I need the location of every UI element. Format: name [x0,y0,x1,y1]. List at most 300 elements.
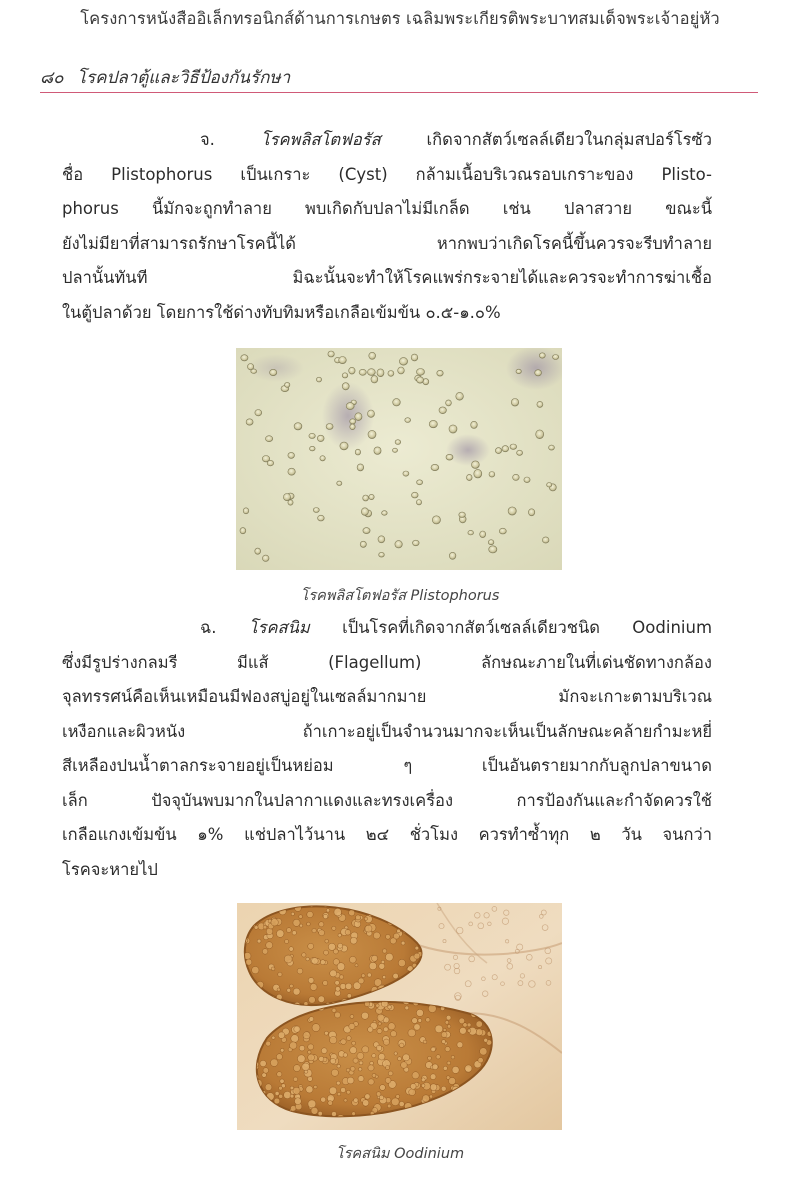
granule [292,931,296,935]
spore-cell [339,357,347,364]
granule [302,1063,310,1071]
granule [328,943,335,950]
spore-cell [553,355,559,360]
granule [382,975,385,978]
granule [365,1094,370,1099]
granule [310,984,317,991]
granule [319,1056,324,1061]
granule [312,958,319,965]
granule [312,928,316,932]
spore-cell [449,552,456,559]
granule [265,1084,272,1091]
section-oodinium [62,611,712,887]
running-head [40,64,290,91]
section-plistophorus [62,123,712,330]
granule [266,942,273,949]
granule [307,911,313,917]
granule [383,1039,389,1045]
granule [412,1018,418,1024]
granule [347,994,351,998]
granule [293,988,300,995]
spore-cell [431,464,439,470]
spore-cell [395,541,402,548]
granule [302,953,306,957]
spore-cell [488,540,494,545]
caption-scientific: Plistophorus [410,588,500,604]
spore-cell [432,516,440,524]
spore-cell [472,461,480,469]
spore-cell [399,358,407,366]
granule [410,1084,416,1090]
spore-cell [288,468,295,475]
granule [403,1054,410,1061]
granule [446,1015,451,1020]
granule [397,929,401,933]
granule [280,1079,284,1083]
granule [391,1098,399,1106]
granule [478,1058,483,1063]
granule [350,1015,354,1019]
granule [409,1089,416,1096]
granule [291,1035,299,1043]
granule [308,1054,315,1061]
granule [353,1058,358,1063]
spore-cell [337,481,342,485]
spore-cell [513,474,520,480]
granule [293,1077,297,1081]
granule [357,1052,364,1059]
granule [457,1042,463,1048]
spore-cell [468,530,474,535]
granule [377,1014,384,1021]
chapter-title: โรคปลาตู้และวิธีป้องกันรักษา [76,68,291,88]
granule [276,1054,282,1060]
granule [307,922,311,926]
spore-cell [270,369,277,375]
granule [385,953,393,961]
granule [445,1047,450,1052]
spore-cell [310,446,316,451]
granule [436,1055,440,1059]
granule [277,1072,282,1077]
granule [324,1031,328,1035]
spore-cell [368,430,376,438]
spore-cell [502,446,509,452]
spore-cell [535,370,542,376]
granule [294,1026,300,1032]
spore-cell [359,369,366,375]
disease-name: โรคพลิสโตฟอรัส [260,130,381,149]
granule [369,962,377,970]
granule [362,1046,369,1053]
spore-cell [243,508,249,514]
spore-cell [288,452,295,458]
granule [378,1053,385,1060]
granule [279,1086,283,1090]
spore-cell [539,353,545,358]
granule [358,978,364,984]
spore-cell [393,399,401,406]
spore-cell [317,435,324,441]
granule [262,1073,267,1078]
spore-cell [346,403,354,410]
spore-cell [357,464,364,471]
spore-cell [368,410,375,417]
granule [451,1055,455,1059]
granule [354,1098,359,1103]
granule [368,1079,374,1085]
granule [335,1012,341,1018]
granule [290,1094,294,1098]
granule [339,975,343,979]
granule [399,1101,404,1106]
spore-cell [379,552,385,557]
granule [446,1076,450,1080]
spore-cell [511,399,518,407]
section-marker: จ. [200,130,215,149]
spore-cell [489,472,495,478]
granule [341,1087,346,1092]
spore-cell [403,471,409,476]
granule [319,922,324,927]
spore-cell [360,541,366,547]
granule [329,1087,337,1095]
granule [382,949,386,953]
spore-cell [248,364,254,370]
granule [338,943,343,948]
granule [379,963,385,969]
granule [321,1048,327,1054]
spore-cell [371,376,378,383]
spore-cell [508,507,516,515]
spore-cell [350,419,356,424]
spore-cell [456,392,464,400]
granule [378,1022,381,1025]
granule [332,926,336,930]
spore-cell [266,436,273,442]
granule [341,1039,347,1045]
granule [299,915,303,919]
granule [284,1091,291,1098]
granule [260,1060,266,1066]
granule [445,1021,449,1025]
granule [356,915,361,920]
spore-cell [267,460,273,466]
spore-cell [528,509,534,516]
granule [376,1045,382,1051]
granule [414,953,420,959]
granule [441,1032,447,1038]
granule [412,1072,419,1079]
granule [308,943,314,949]
spore-cell [405,418,411,423]
granule [367,973,371,977]
paragraph-line: ยังไม่มียาที่สามารถรักษาโรคนี้ได้ หากพบว่าเกิดโรคนี้ขึ้นควรจะรีบทำลาย [62,233,712,253]
granule [346,1036,351,1041]
granule [285,939,289,943]
granule [372,955,378,961]
granule [280,1048,284,1052]
granule [385,1066,389,1070]
granule [480,1048,487,1055]
paragraph-line [62,611,712,646]
spore-cell [342,373,348,378]
granule [347,1077,354,1084]
granule [421,1078,425,1082]
granule [330,970,337,977]
granule [377,1029,382,1034]
granule [278,972,282,976]
granule [318,1111,322,1115]
granule [394,1052,397,1055]
spore-cell [446,454,453,460]
granule [293,919,300,926]
granule [272,1036,275,1039]
granule [266,1041,271,1046]
granule [271,967,275,971]
granule [314,1085,318,1089]
granule [308,1100,316,1108]
granule [287,988,291,992]
granule [388,1023,395,1030]
spore-cell [449,425,457,433]
granule [350,1066,355,1071]
granule [393,973,399,979]
paragraph-line: ซึ่งมีรูปร่างกลมรี มีแส้ (Flagellum) ลักษณะภายในที่เด่นชัดทางกล้อง [62,652,712,672]
granule [278,1032,285,1039]
granule [365,925,372,932]
spore-cell [309,433,315,438]
granule [418,1019,422,1023]
granule [476,1029,483,1036]
granule [344,1099,347,1102]
spore-cell [480,531,486,538]
granule [297,968,303,974]
spore-cell [439,407,446,414]
granule [284,955,292,963]
granule [390,1031,396,1037]
granule [385,1078,391,1084]
granule [346,1090,350,1094]
paragraph-line: โรคจะหายไป [62,859,158,879]
granule [361,1012,368,1019]
granule [421,1084,425,1088]
granule [443,1028,446,1031]
granule [271,919,278,926]
figure-caption-oodinium [0,1142,800,1165]
granule [252,966,259,973]
spore-cell [542,537,549,543]
granule [337,1064,341,1068]
granule [275,1091,279,1095]
paragraph-line: phorus นี้มักจะถูกทำลาย พบเกิดกับปลาไม่มีเกล็ด เช่น ปลาสวาย ขณะนี้ [62,199,712,218]
spore-cell [240,528,246,534]
granule [286,928,291,933]
spore-cell [285,382,290,387]
paragraph-line: เล็ก ปัจจุบันพบมากในปลากาแดงและทรงเครื่อง การป้องกันและกำจัดควรใช้ [62,790,712,810]
granule [321,1097,326,1102]
paragraph-line: ชื่อ Plistophorus เป็นเกราะ (Cyst) กล้ามเนื้อบริเวณรอบเกราะของ Plisto- [62,164,712,184]
spore-cell [255,410,262,416]
granule [246,959,252,965]
granule [441,1086,446,1091]
granule [330,1058,336,1064]
spore-cell [368,369,376,376]
spore-cell [516,369,521,373]
spore-cell [536,430,544,439]
granule [364,917,367,920]
granule [350,937,357,944]
granule [277,988,280,991]
granule [422,1095,429,1102]
paragraph-line [62,123,712,158]
spore-cell [474,469,482,478]
granule [299,1045,305,1051]
granule [335,987,340,992]
granule [308,1050,312,1054]
granule [447,1061,451,1065]
spore-cell [510,444,517,449]
granule [401,1062,408,1069]
spore-cell [392,448,397,452]
granule [426,1018,430,1022]
granule [430,1074,436,1080]
granule [270,1059,278,1067]
spore-cell [283,494,290,501]
granule [345,983,351,989]
granule [308,1044,314,1050]
granule [428,1056,432,1060]
line-text: เป็นโรคที่เกิดจากสัตว์เซลล์เดียวชนิด Oodinium [342,618,712,637]
spore-cell [342,383,349,390]
granule [320,960,325,965]
figure-caption-plistophorus [0,584,800,607]
caption-thai: โรคพลิสโตฟอรัส [300,588,406,604]
spore-cell [547,483,552,488]
spore-cell [411,354,418,361]
granule [330,1036,337,1043]
spore-cell [246,419,253,425]
plistophorus-micrograph [236,348,562,570]
caption-scientific: Oodinium [394,1146,465,1162]
spore-cell [412,492,419,498]
spore-cell [363,495,369,501]
granule [376,1004,380,1008]
granule [423,1040,427,1044]
spore-cell [489,546,497,553]
spore-cell [369,494,374,499]
paragraph-line: ในตู้ปลาด้วย โดยการใช้ด่างทับทิมหรือเกลือเข้มข้น ๐.๕-๑.๐% [62,302,501,322]
spore-cell [413,540,420,546]
granule [337,963,345,971]
granule [332,1008,336,1012]
granule [383,1027,388,1032]
granule [332,1112,337,1117]
granule [343,1053,347,1057]
spore-cell [417,480,423,485]
granule [345,930,351,936]
granule [368,1065,374,1071]
spore-cell [361,508,368,516]
header-rule [40,92,758,93]
granule [263,1068,269,1074]
spore-cell [524,477,530,483]
granule [306,957,310,961]
spore-cell [467,474,473,480]
spore-cell [349,367,355,374]
paragraph-line: เหงือกและผิวหนัง ถ้าเกาะอยู่เป็นจำนวนมากจะเห็นเป็นลักษณะคล้ายกำมะหยี่ [62,721,712,741]
spore-cell [416,500,421,505]
granule [325,939,329,943]
granule [435,1025,443,1033]
granule [257,939,261,943]
granule [414,1024,420,1030]
granule [476,1021,482,1027]
caption-thai: โรคสนิม [335,1146,390,1162]
granule [459,1018,465,1024]
granule [352,1041,356,1045]
granule [319,930,325,936]
granule [467,1029,471,1033]
granule [465,1065,472,1072]
granule [415,946,419,950]
spore-cell [377,369,384,377]
spore-cell [255,548,261,554]
granule [355,964,358,967]
spore-cell [517,450,523,455]
granule [295,1098,302,1105]
granule [338,934,342,938]
granule [390,938,396,944]
granule [337,1092,341,1096]
granule [416,1009,423,1016]
granule [408,1029,416,1037]
spore-cell [549,445,555,450]
granule [326,909,330,913]
granule [359,1061,363,1065]
granule [431,1047,436,1052]
granule [460,1027,467,1034]
spore-cell [398,367,405,374]
spore-cell [328,351,334,357]
granule [279,1094,283,1098]
granule [432,1064,438,1070]
oodinium-micrograph [237,903,562,1130]
granule [405,1006,409,1010]
spore-cell [388,371,394,377]
granule [380,1085,386,1091]
spore-cell [382,511,388,516]
granule [398,959,405,966]
spore-cell [340,442,348,450]
spore-cell [363,528,370,534]
spore-cell [495,448,501,454]
spore-cell [437,370,443,376]
granule [335,981,340,986]
granule [300,924,303,927]
disease-name: โรคสนิม [248,618,310,637]
spore-cell [320,456,325,461]
granule [386,934,391,939]
granule [346,1068,350,1072]
spore-cell [459,512,466,517]
granule [399,1043,404,1048]
granule [274,1098,280,1104]
granule [290,1042,297,1049]
granule [290,984,294,988]
paragraph-line: สีเหลืองปนน้ำตาลกระจายอยู่เป็นหย่อม ๆ เป็นอันตรายมากกับลูกปลาขนาด [62,756,712,775]
spore-cell [429,420,437,427]
